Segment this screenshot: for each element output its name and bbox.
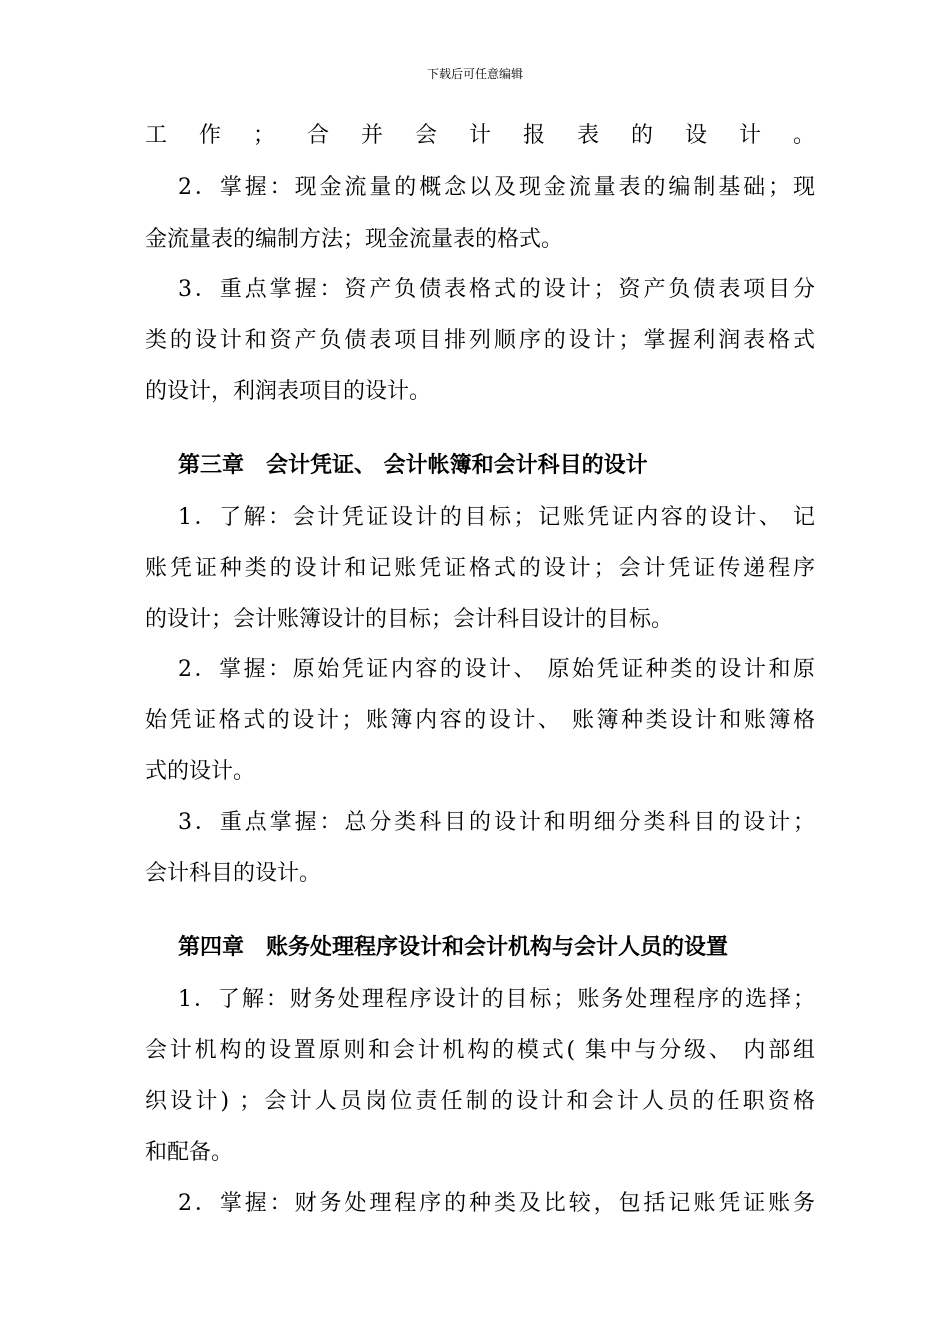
paragraph-line: 式的设计。 (145, 759, 256, 784)
paragraph-line: 工作；合并会计报表的设计。 (145, 123, 815, 148)
paragraph-line: 织设计) ；会计人员岗位责任制的设计和会计人员的任职资格 (145, 1089, 815, 1114)
paragraph-line: 2．掌握：现金流量的概念以及现金流量表的编制基础；现 (178, 175, 815, 200)
paragraph-line: 类的设计和资产负债表项目排列顺序的设计；掌握利润表格式 (145, 328, 815, 353)
paragraph-line: 始凭证格式的设计；账簿内容的设计、 账簿种类设计和账簿格 (145, 708, 815, 733)
paragraph-line: 账凭证种类的设计和记账凭证格式的设计；会计凭证传递程序 (145, 556, 815, 581)
paragraph-line: 的设计；会计账簿设计的目标；会计科目设计的目标。 (145, 607, 674, 632)
paragraph-line: 1．了解：会计凭证设计的目标；记账凭证内容的设计、 记 (178, 505, 815, 530)
paragraph-line: 2．掌握：原始凭证内容的设计、 原始凭证种类的设计和原 (178, 657, 815, 682)
paragraph-line: 2．掌握：财务处理程序的种类及比较，包括记账凭证账务 (178, 1191, 815, 1216)
paragraph-line: 1．了解：财务处理程序设计的目标；账务处理程序的选择； (178, 987, 815, 1012)
paragraph-line: 的设计，利润表项目的设计。 (145, 379, 432, 404)
page-header-note: 下载后可任意编辑 (426, 67, 523, 81)
paragraph-line: 3．重点掌握：资产负债表格式的设计；资产负债表项目分 (178, 277, 815, 302)
chapter-heading: 第三章 会计凭证、 会计帐簿和会计科目的设计 (178, 453, 648, 478)
paragraph-line: 3．重点掌握：总分类科目的设计和明细分类科目的设计； (178, 810, 815, 835)
paragraph-line: 会计科目的设计。 (145, 861, 322, 886)
paragraph-line: 和配备。 (145, 1140, 234, 1165)
paragraph-line: 金流量表的编制方法；现金流量表的格式。 (145, 227, 564, 252)
paragraph-line: 会计机构的设置原则和会计机构的模式( 集中与分级、 内部组 (145, 1038, 815, 1063)
chapter-heading: 第四章 账务处理程序设计和会计机构与会计人员的设置 (178, 935, 729, 960)
